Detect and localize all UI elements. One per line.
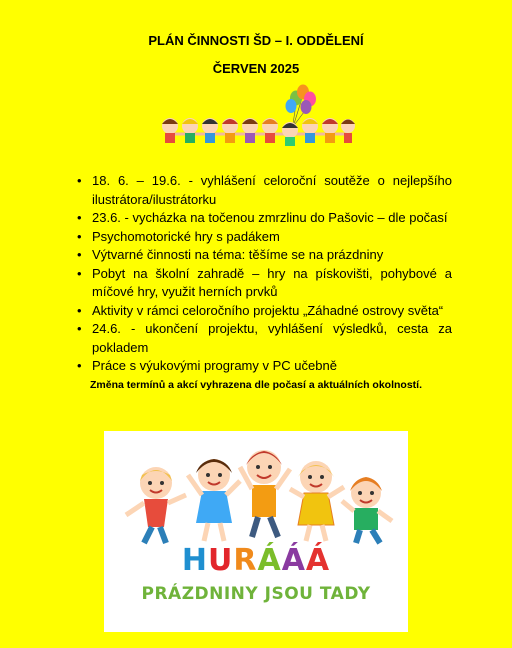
list-item: • 18. 6. – 19.6. - vyhlášení celoroční soutěže o nejlepšího ilustrátora/ilustrátorku	[92, 172, 452, 209]
list-item: • Psychomotorické hry s padákem	[92, 228, 452, 247]
list-item: • Aktivity v rámci celoročního projektu „Záhadné ostrovy světa“	[92, 302, 452, 321]
hurray-heading	[104, 543, 408, 578]
hurray-letter: Á	[305, 543, 331, 578]
holidays-subtitle: PRÁZDNINY JSOU TADY	[141, 584, 371, 604]
kids-row-figures	[162, 118, 355, 146]
hurray-letter: U	[207, 543, 234, 578]
hurray-letter: Á	[257, 543, 282, 578]
hurray-letter: Á	[281, 543, 306, 578]
dancing-kids-illustration	[104, 431, 408, 546]
hurray-letter: H	[181, 543, 208, 578]
balloons-icon	[286, 85, 317, 125]
hurray-letter: R	[233, 543, 258, 578]
disclaimer-note: Změna termínů a akcí vyhrazena dle počasí a aktuálních okolností.	[89, 379, 423, 391]
page-title: PLÁN ČINNOSTI ŠD – I. ODDĚLENÍ	[148, 33, 364, 48]
list-item: • Pobyt na školní zahradě – hry na pískovišti, pohybové a míčové hry, využit herních prvků	[92, 265, 452, 302]
kids-holding-hands-illustration	[160, 82, 356, 148]
list-item: • 24.6. - ukončení projektu, vyhlášení výsledků, cesta za pokladem	[92, 320, 452, 357]
holiday-poster	[104, 431, 408, 632]
list-item: • Výtvarné činnosti na téma: těšíme se na prázdniny	[92, 246, 452, 265]
page-subtitle: ČERVEN 2025	[212, 61, 300, 76]
list-item: • Práce s výukovými programy v PC učebně	[92, 357, 452, 376]
activity-list	[92, 172, 452, 376]
list-item: • 23.6. - vycházka na točenou zmrzlinu do Pašovic – dle počasí	[92, 209, 452, 228]
